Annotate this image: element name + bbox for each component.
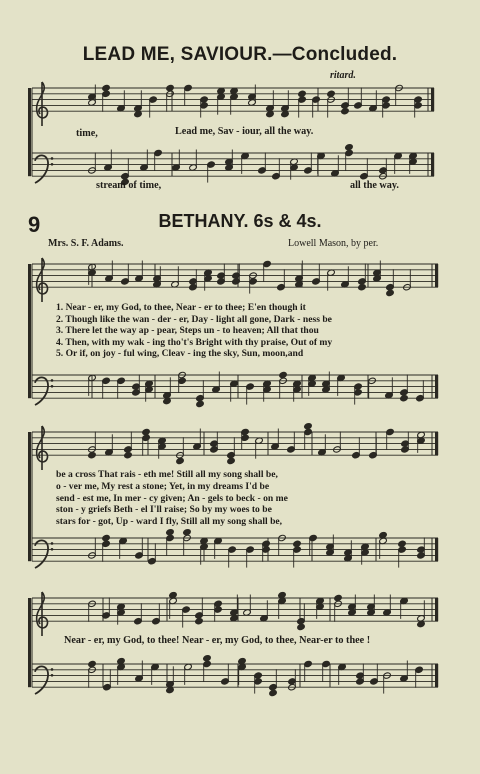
treble-clef-icon xyxy=(37,82,48,126)
hymn-number: 9 xyxy=(28,212,41,237)
note-head xyxy=(345,144,354,151)
final-bar-thick xyxy=(435,538,438,561)
note-head xyxy=(196,400,205,407)
bass-clef-dot xyxy=(51,668,54,671)
system-brace xyxy=(28,598,31,687)
system-brace xyxy=(28,264,31,398)
bass-clef-dot xyxy=(51,379,54,382)
bass-clef-dot xyxy=(51,163,54,166)
note-head xyxy=(341,108,350,115)
ritard-marking: ritard. xyxy=(330,70,356,81)
verse-line: stars for - got, Up - ward I fly, Still all my song shall be, xyxy=(56,516,283,528)
note-head xyxy=(142,428,151,435)
treble-clef-icon xyxy=(37,426,48,470)
treble-clef-icon xyxy=(37,258,48,302)
verse-line: 5. Or if, on joy - ful wing, Cleav - ing the sky, Sun, moon,and xyxy=(56,348,304,360)
note-head xyxy=(334,594,343,601)
hymn-title: BETHANY. 6s & 4s. xyxy=(158,211,322,231)
refrain-lyric: Near - er, my God, to thee! Near - er, my God, to thee, Near-er to thee ! xyxy=(64,635,371,646)
note-head xyxy=(327,90,336,97)
note-head xyxy=(227,457,236,464)
note-head xyxy=(183,529,192,536)
final-bar-thick xyxy=(435,432,438,455)
note-head xyxy=(166,84,175,91)
author-credit: Mrs. S. F. Adams. xyxy=(48,238,124,249)
system-brace xyxy=(28,88,31,176)
bass-clef-icon xyxy=(35,666,48,694)
note-head xyxy=(398,540,407,547)
final-bar-thick xyxy=(435,598,438,621)
verse-line: 2. Though like the wan - der - er, Day - light all gone, Dark - ness be xyxy=(56,313,332,325)
bass-clef-dot xyxy=(51,548,54,551)
bass-clef-dot xyxy=(51,385,54,388)
treble-clef-icon xyxy=(37,592,48,636)
bass-clef-icon xyxy=(35,540,48,568)
note-head xyxy=(298,90,307,97)
final-bar-thick xyxy=(435,264,438,287)
note-head xyxy=(293,540,302,547)
concluded-bass-lyric-left: stream of time, xyxy=(96,180,162,191)
bass-clef-dot xyxy=(51,157,54,160)
verse-line: ston - y griefs Beth - el I'll raise; So by my woes to be xyxy=(56,504,272,516)
bass-clef-icon xyxy=(35,377,48,405)
note-head xyxy=(386,289,395,296)
system-brace xyxy=(28,432,31,561)
final-bar-thick xyxy=(431,153,434,176)
note-head xyxy=(166,529,175,536)
bass-clef-icon xyxy=(35,155,48,183)
verse-line: 1. Near - er, my God, to thee, Near - er to thee; E'en though it xyxy=(56,302,306,313)
verse-line: 3. There let the way ap - pear, Steps un - to heaven; All that thou xyxy=(56,325,319,337)
note-head xyxy=(358,284,367,291)
note-head xyxy=(279,371,288,378)
note-head xyxy=(102,84,111,91)
note-head xyxy=(88,452,97,459)
note-head xyxy=(203,655,212,662)
page-title-concluded: LEAD ME, SAVIOUR.—Concluded. xyxy=(82,44,398,65)
note-head xyxy=(304,423,313,430)
note-head xyxy=(176,457,185,464)
concluded-lyric-left: time, xyxy=(76,128,98,139)
concluded-bass-lyric-right: all the way. xyxy=(350,180,399,191)
verse-line: send - est me, In mer - cy given; An - gels to beck - on me xyxy=(56,492,288,504)
final-bar-thick xyxy=(435,375,438,398)
concluded-lyric-right: Lead me, Sav - iour, all the way. xyxy=(175,126,314,137)
verse-line: 4. Then, with my wak - ing tho't's Bright with thy praise, Out of my xyxy=(56,336,333,348)
final-bar-thick xyxy=(431,88,434,111)
composer-credit: Lowell Mason, by per. xyxy=(288,238,379,249)
note-head xyxy=(102,534,111,541)
final-bar-thick xyxy=(435,664,438,687)
note-head xyxy=(124,452,133,459)
note-head xyxy=(269,689,278,696)
note-head xyxy=(400,395,409,402)
bass-clef-dot xyxy=(51,674,54,677)
bass-clef-dot xyxy=(51,542,54,545)
verse-line: be a cross That rais - eth me! Still all my song shall be, xyxy=(56,469,278,480)
note-head xyxy=(88,660,97,667)
verse-line: o - ver me, My rest a stone; Yet, in my dreams I'd be xyxy=(56,480,270,492)
note-head xyxy=(297,623,306,630)
note-head xyxy=(195,618,204,625)
